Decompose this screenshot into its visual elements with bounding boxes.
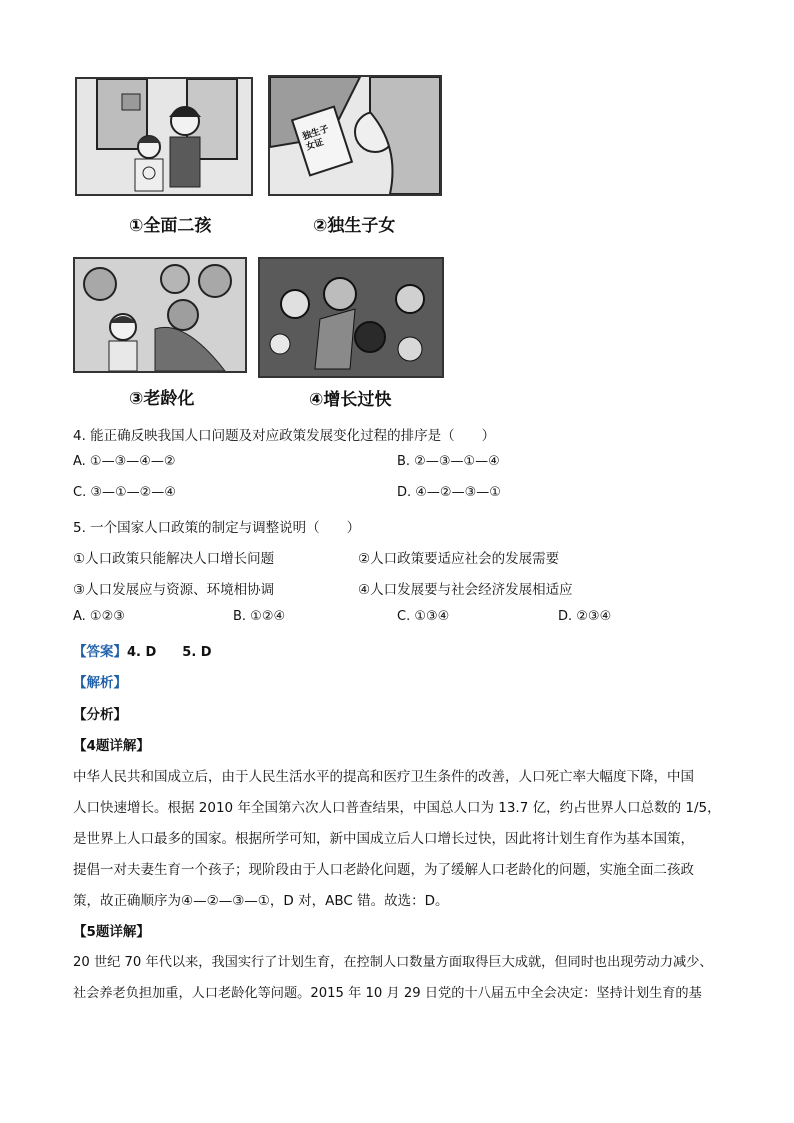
q4-detail-line-3: 是世界上人口最多的国家。根据所学可知，新中国成立后人口增长过快，因此将计划生育作为基本国策， — [73, 831, 694, 847]
question-4-stem: 4. 能正确反映我国人口问题及对应政策发展变化过程的排序是（ ） — [73, 428, 496, 444]
q5-statement-3: ③人口发展应与资源、环境相协调 — [73, 582, 275, 598]
figure-caption-1: ①全面二孩 — [129, 216, 212, 236]
q4-option-b: B. ②—③—①—④ — [397, 454, 500, 469]
figure-caption-3: ③老龄化 — [129, 389, 195, 409]
answer-tag: 【答案】 — [73, 644, 127, 660]
answer-text: 4. D 5. D — [127, 645, 212, 660]
figure-aging-image — [73, 257, 247, 373]
q5-statement-2: ②人口政策要适应社会的发展需要 — [358, 551, 560, 567]
q5-option-c: C. ①③④ — [397, 609, 450, 624]
figure-caption-4: ④增长过快 — [309, 390, 392, 410]
q4-detail-line-1: 中华人民共和国成立后，由于人民生活水平的提高和医疗卫生条件的改善，人口死亡率大幅度下降，中国 — [73, 769, 694, 785]
q5-statement-1: ①人口政策只能解决人口增长问题 — [73, 551, 275, 567]
family-illustration — [77, 79, 251, 194]
figure-caption-2: ②独生子女 — [313, 216, 396, 236]
q5-option-b: B. ①②④ — [233, 609, 286, 624]
q4-detail-line-4: 提倡一对夫妻生育一个孩子；现阶段由于人口老龄化问题，为了缓解人口老龄化的问题，实施全面二孩政 — [73, 862, 694, 878]
figure-full-two-child-image — [75, 77, 253, 196]
q5-detail-line-1: 20 世纪 70 年代以来，我国实行了计划生育，在控制人口数量方面取得巨大成就，但同时也出现劳动力减少、 — [73, 955, 713, 970]
q4-detail-line-5: 策，故正确顺序为④—②—③—①，D 对，ABC 错。故选：D。 — [73, 893, 449, 909]
analysis-tag: 【解析】 — [73, 675, 127, 691]
figure-rapid-growth-image — [258, 257, 444, 378]
q4-detail-line-2: 人口快速增长。根据 2010 年全国第六次人口普查结果，中国总人口为 13.7 亿，约占世界人口总数的 1/5， — [73, 800, 721, 816]
q5-option-a: A. ①②③ — [73, 609, 125, 624]
question-5-stem: 5. 一个国家人口政策的制定与调整说明（ ） — [73, 520, 361, 536]
fenxi-tag: 【分析】 — [73, 707, 127, 723]
crowded-family-illustration — [260, 259, 442, 376]
q4-option-d: D. ④—②—③—① — [397, 485, 501, 500]
certificate-text: 独生子女证 — [301, 124, 331, 153]
q4-option-a: A. ①—③—④—② — [73, 454, 176, 469]
elderly-crowd-illustration — [75, 259, 245, 371]
q4-detail-tag: 【4题详解】 — [73, 738, 150, 754]
q4-option-c: C. ③—①—②—④ — [73, 485, 176, 500]
one-child-certificate-illustration — [270, 77, 440, 194]
figure-one-child-image — [268, 75, 442, 196]
q5-option-d: D. ②③④ — [558, 609, 612, 624]
q5-detail-tag: 【5题详解】 — [73, 924, 150, 940]
answer-row — [73, 640, 212, 660]
q5-statement-4: ④人口发展要与社会经济发展相适应 — [358, 582, 573, 598]
q5-detail-line-2: 社会养老负担加重，人口老龄化等问题。2015 年 10 月 29 日党的十八届五中全会决定：坚持计划生育的基 — [73, 986, 702, 1001]
